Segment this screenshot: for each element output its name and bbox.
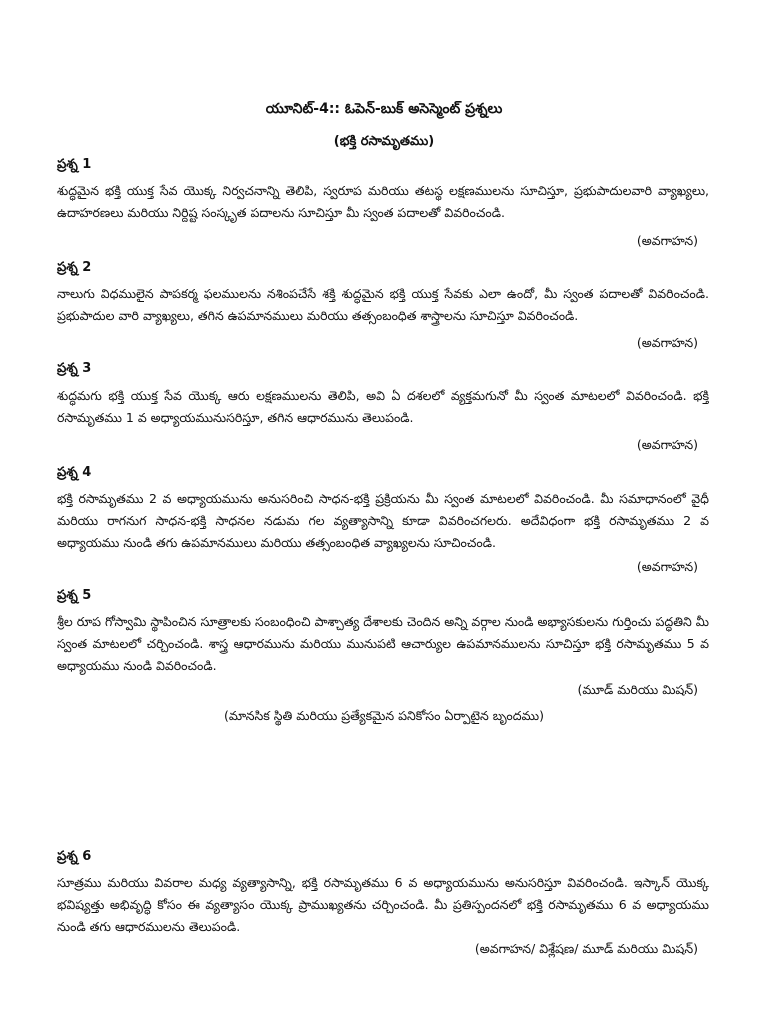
question-5-note: (మానసిక స్థితి మరియు ప్రత్యేకమైన పనికోసం ఏర్పాటైన బృందము) — [223, 708, 544, 723]
question-3-label: ప్రశ్న 3 — [57, 361, 92, 376]
question-5-tag: (మూడ్ మరియు మిషన్) — [577, 682, 698, 697]
question-2-text: నాలుగు విధములైన పాపకర్మ ఫలములను నశింపచేసే శక్తి శుద్ధమైన భక్తి యుక్త సేవకు ఎలా ఉందో, మీ స్వంత పదాలతో వివరించండి. ప్రభుపాదుల వారి వ్యాఖ్యలు, తగిన ఉపమానములు మరియు తత్సంబంధిత శాస్త్రాలను సూచిస్తూ వివరించండి. — [57, 286, 709, 323]
question-2-label: ప్రశ్న 2 — [57, 260, 92, 275]
question-1-label: ప్రశ్న 1 — [57, 157, 92, 172]
question-5-label: ప్రశ్న 5 — [57, 588, 92, 603]
document-title: యూనిట్-4:: ఓపెన్-బుక్ అసెస్మెంట్ ప్రశ్నలు — [265, 101, 503, 117]
question-4-tag: (అవగాహన) — [636, 559, 698, 574]
question-6-text: సూత్రము మరియు వివరాల మధ్య వ్యత్యాసాన్ని, భక్తి రసామృతము 6 వ అధ్యాయమును అనుసరిస్తూ వివరించండి. ఇస్కాన్ యొక్క భవిష్యత్తు అభివృద్ధి కోసం ఈ వ్యత్యాసం యొక్క ప్రాముఖ్యతను చర్చించండి. మీ ప్రతిస్పందనలో భక్తి రసామృతము 6 వ అధ్యాయము నుండి తగు ఆధారములను తెలుపండి. — [57, 875, 709, 934]
question-3-text: శుద్ధమగు భక్తి యుక్త సేవ యొక్క ఆరు లక్షణములను తెలిపి, అవి ఏ దశలలో వ్యక్తమగునో మీ స్వంత మాటలలో వివరించండి. భక్తి రసామృతము 1 వ అధ్యాయమునుసరిస్తూ, తగిన ఆధారమును తెలుపండి. — [57, 388, 709, 425]
question-1-tag: (అవగాహన) — [636, 233, 698, 248]
document-subtitle: (భక్తి రసామృతము) — [333, 134, 435, 149]
question-3-tag: (అవగాహన) — [636, 437, 698, 452]
question-1-text: శుద్ధమైన భక్తి యుక్త సేవ యొక్క నిర్వచనాన్ని తెలిపి, స్వరూప మరియు తటస్థ లక్షణములను సూచిస్తూ, ప్రభుపాదులవారి వ్యాఖ్యలు, ఉదాహరణలు మరియు నిర్దిష్ట సంస్కృత పదాలను సూచిస్తూ మీ స్వంత పదాలతో వివరించండి. — [57, 183, 709, 220]
question-5-text: శ్రీల రూప గోస్వామి స్థాపించిన సూత్రాలకు సంబంధించి పాశ్చాత్య దేశాలకు చెందిన అన్ని వర్గాల నుండి అభ్యాసకులను గుర్తించు పద్ధతిని మీ స్వంత మాటలలో చర్చించండి. శాస్త్ర ఆధారమును మరియు మునుపటి ఆచార్యుల ఉపమానములను సూచిస్తూ భక్తి రసామృతము 5 వ అధ్యాయము నుండి వివరించండి. — [57, 614, 709, 673]
question-2-tag: (అవగాహన) — [636, 335, 698, 350]
question-6-tag: (అవగాహన/ విశ్లేషణ/ మూడ్ మరియు మిషన్) — [474, 941, 698, 956]
question-6-label: ప్రశ్న 6 — [57, 849, 92, 864]
question-4-text: భక్తి రసామృతము 2 వ అధ్యాయమును అనుసరించి సాధన-భక్తి ప్రక్రియను మీ స్వంత మాటలలో వివరించండి. మీ సమాధానంలో వైధీ మరియు రాగనుగ సాధన-భక్తి సాధనల నడుమ గల వ్యత్యాసాన్ని కూడా వివరించగలరు. అదేవిధంగా భక్తి రసామృతము 2 వ అధ్యాయము నుండి తగు ఉపమానములు మరియు తత్సంబంధిత వ్యాఖ్యలను సూచించండి. — [57, 491, 709, 550]
question-4-label: ప్రశ్న 4 — [57, 465, 92, 480]
